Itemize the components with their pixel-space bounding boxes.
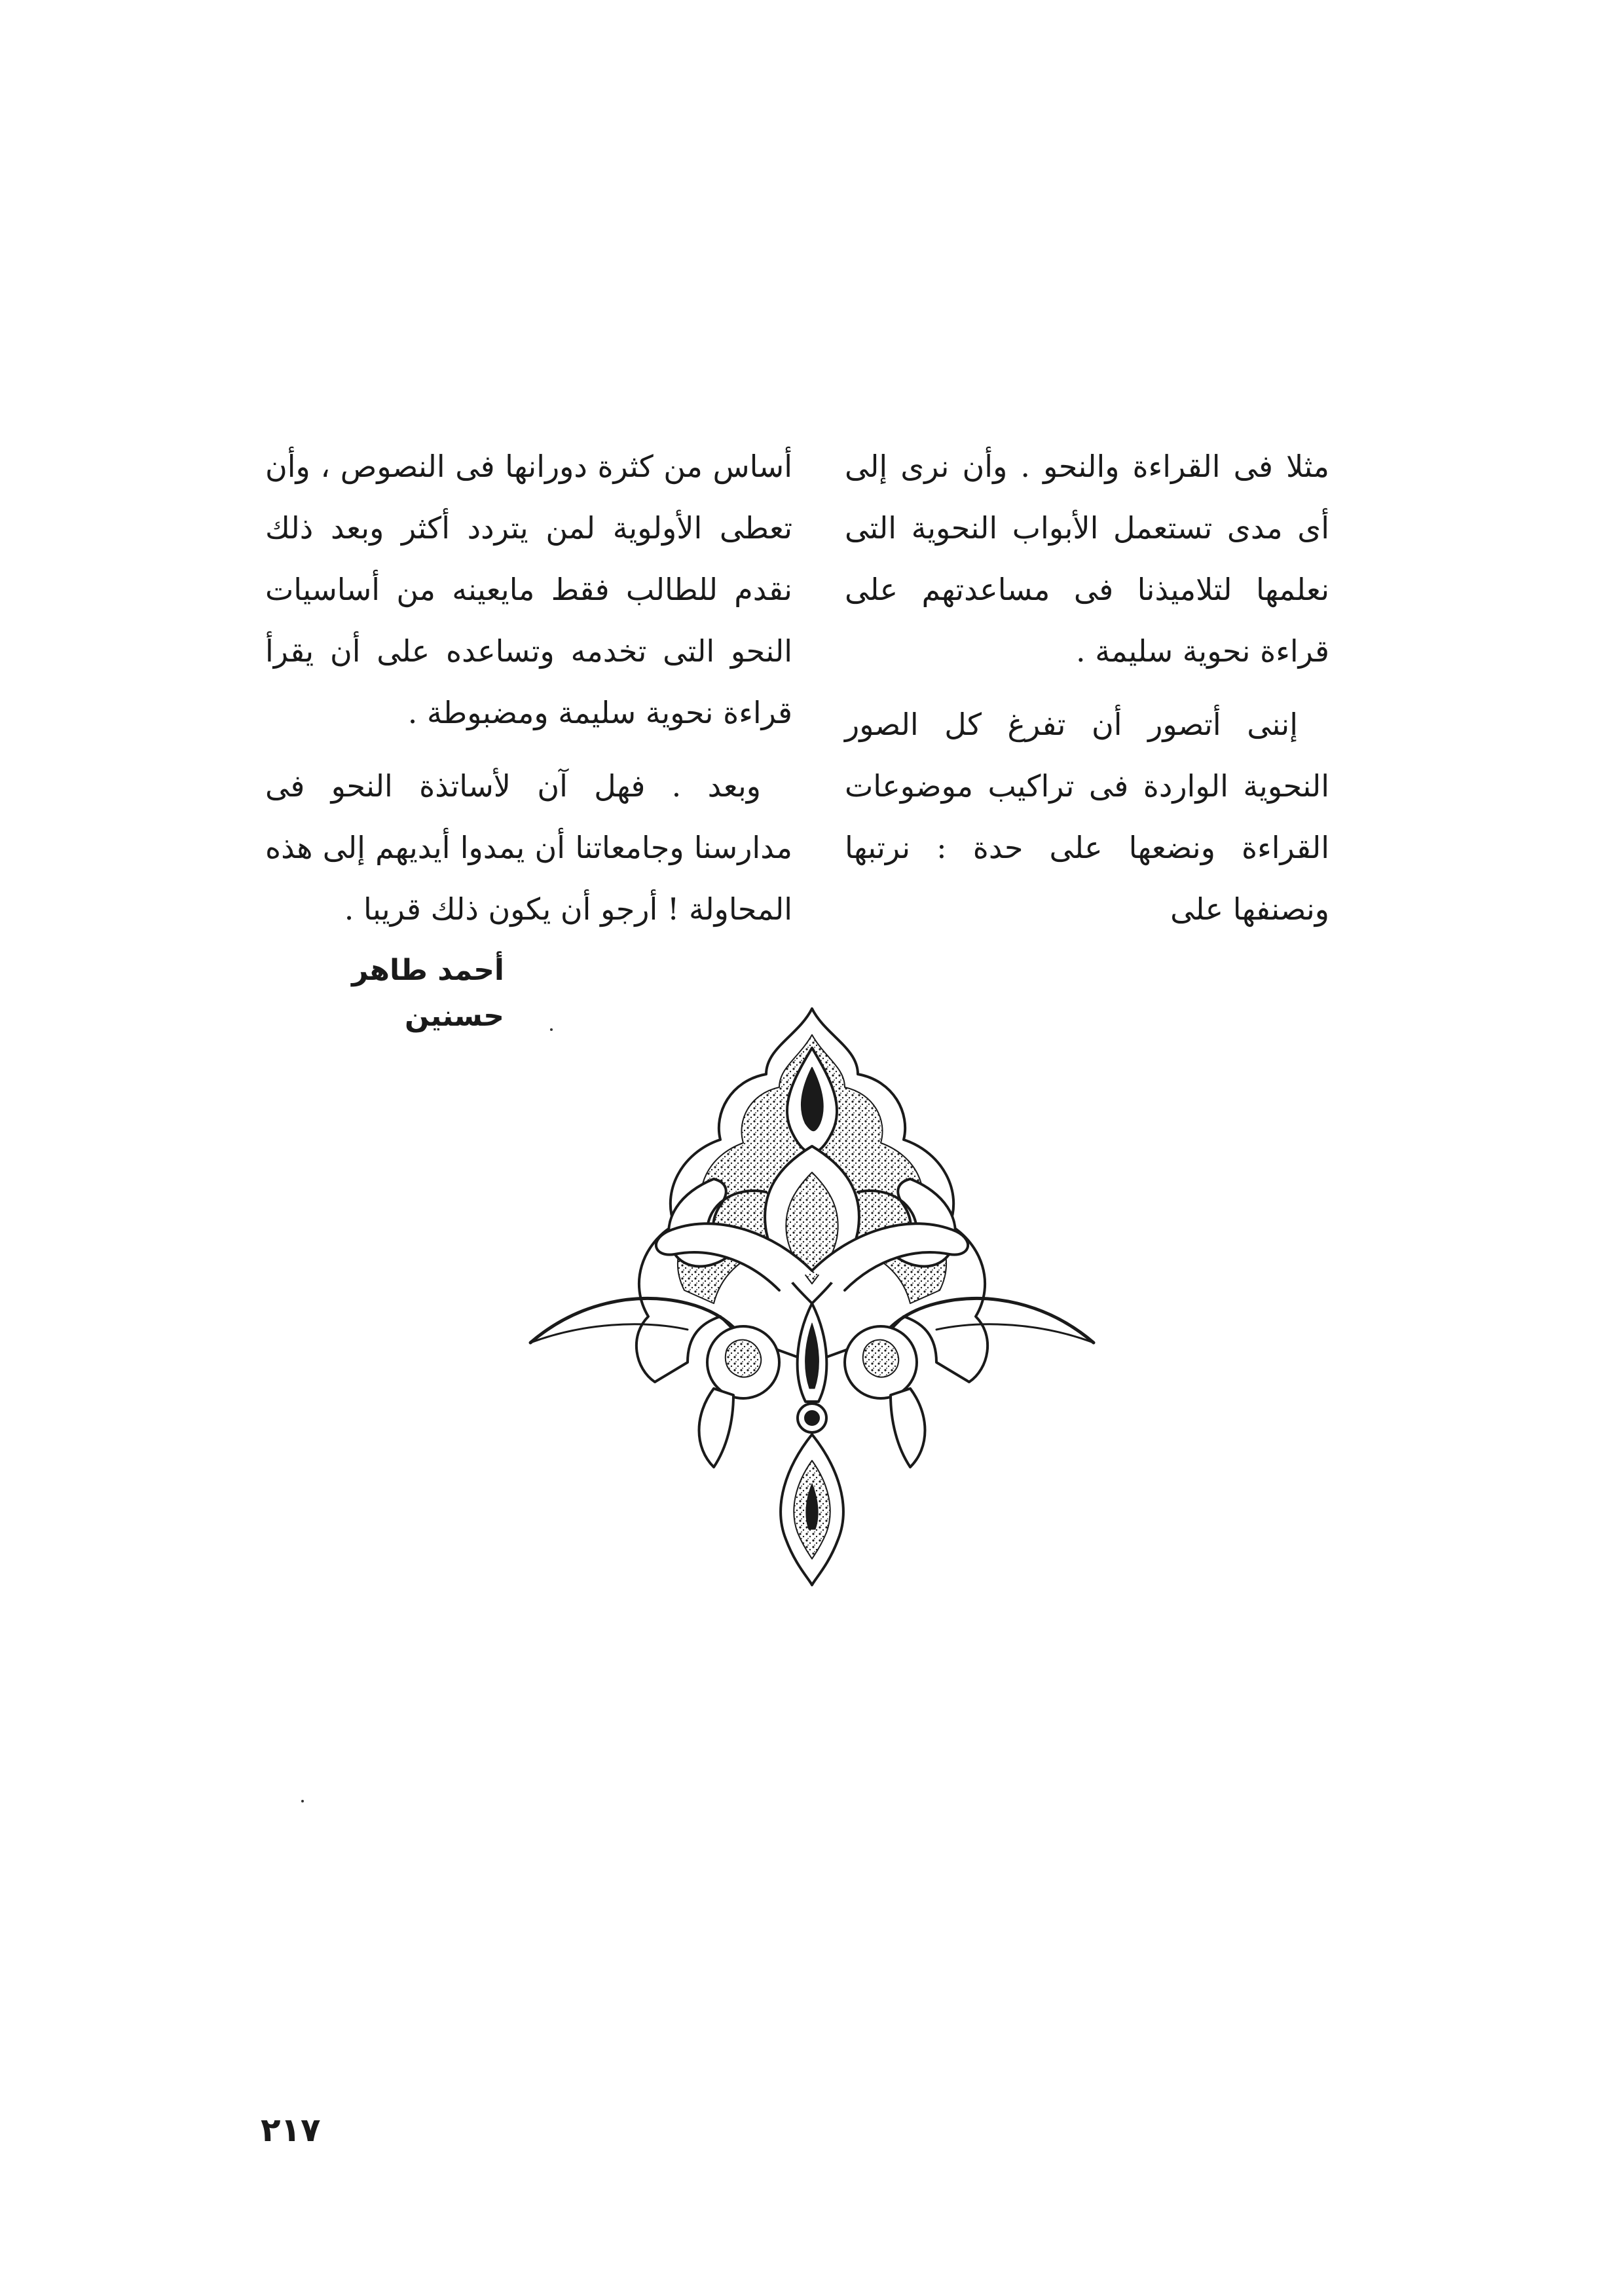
paragraph-right-1: مثلا فى القراءة والنحو . وأن نرى إلى أى مدى تستعمل الأبواب النحوية التى نعلمها لتلاميذنا فى مساعدتهم على قراءة نحوية سليمة . — [845, 449, 1329, 669]
paragraph-left-1: أساس من كثرة دورانها فى النصوص ، وأن تعطى الأولوية لمن يتردد أكثر وبعد ذلك نقدم للطالب فقط مايعينه من أساسيات النحو التى تخدمه وتساعده على أن يقرأ قراءة نحوية سليمة ومضبوطة . — [265, 449, 792, 730]
page-number: ٢١٧ — [261, 2111, 321, 2149]
author-signature: أحمد طاهر حسنين — [352, 954, 504, 1033]
arabesque-ornament-icon — [517, 996, 1107, 1598]
paragraph-right-2: إننى أتصور أن تفرغ كل الصور النحوية الواردة فى تراكيب موضوعات القراءة ونضعها على حدة : نرتبها ونصنفها على — [845, 707, 1329, 927]
paragraph-left-2: وبعد . فهل آن لأساتذة النحو فى مدارسنا وجامعاتنا أن يمدوا أيديهم إلى هذه المحاولة ! أرجو أن يكون ذلك قريبا . — [265, 768, 792, 927]
text-column-right — [845, 436, 1329, 940]
text-column-left — [265, 436, 792, 1039]
ink-speck — [301, 1800, 304, 1802]
